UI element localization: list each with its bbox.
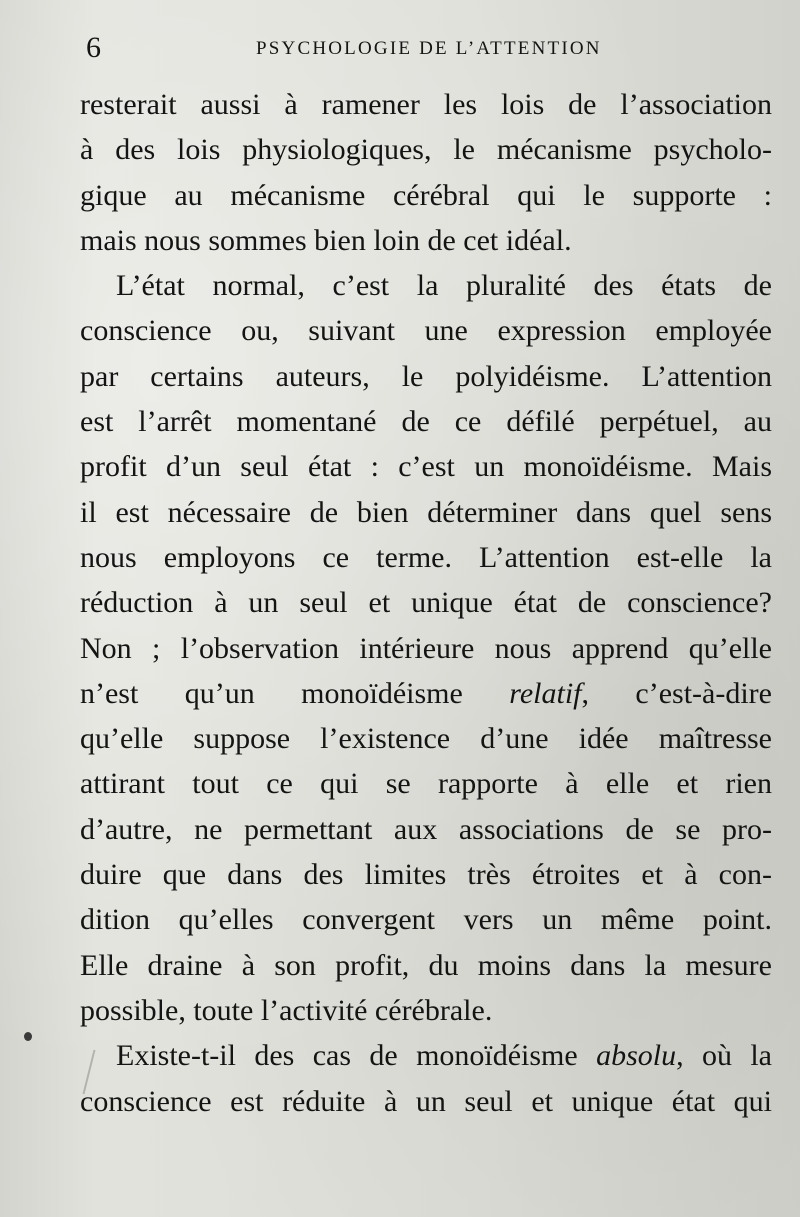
text-segment: Existe-t-il des cas de monoïdéisme — [116, 1039, 597, 1073]
text-line: resterait aussi à ramener les lois de l’association — [80, 88, 772, 121]
italic-term: relatif — [509, 676, 582, 710]
text-line: conscience ou, suivant une expression employée — [80, 314, 772, 348]
text-line: duire que dans des limites très étroites et à con- — [80, 858, 772, 892]
text-line: profit d’un seul état : c’est un monoïdéisme. Mais — [80, 450, 772, 484]
text-line: est l’arrêt momentané de ce défilé perpétuel, au — [80, 405, 772, 439]
text-line: par certains auteurs, le polyidéisme. L’attention — [80, 359, 772, 393]
running-head — [86, 30, 770, 66]
text-line: réduction à un seul et unique état de conscience? — [80, 586, 772, 620]
running-title: PSYCHOLOGIE DE L’ATTENTION — [256, 38, 602, 59]
text-line: possible, toute l’activité cérébrale. — [80, 993, 493, 1027]
text-segment: , où la — [676, 1039, 773, 1073]
body-text — [80, 82, 772, 1124]
text-segment: n’est qu’un monoïdéisme — [80, 676, 510, 710]
margin-ink-dot — [24, 1032, 32, 1041]
text-line — [80, 1033, 772, 1078]
text-line: attirant tout ce qui se rapporte à elle et rien — [80, 767, 772, 801]
text-line: L’état normal, c’est la pluralité des états de — [116, 269, 772, 303]
italic-term: absolu — [596, 1039, 677, 1073]
text-line: Non ; l’observation intérieure nous apprend qu’elle — [80, 631, 772, 665]
text-line: dition qu’elles convergent vers un même point. — [80, 903, 772, 937]
text-line: d’autre, ne permettant aux associations de se pro- — [80, 812, 772, 846]
text-line — [80, 671, 772, 716]
text-line: mais nous sommes bien loin de cet idéal. — [80, 223, 572, 257]
text-line: conscience est réduite à un seul et unique état qui — [80, 1084, 772, 1118]
text-segment: , c’est-à-dire — [581, 676, 772, 710]
text-line: il est nécessaire de bien déterminer dans quel sens — [80, 495, 772, 529]
text-line: gique au mécanisme cérébral qui le supporte : — [80, 178, 772, 212]
text-line: nous employons ce terme. L’attention est-elle la — [80, 540, 772, 574]
text-line: qu’elle suppose l’existence d’une idée maîtresse — [80, 722, 772, 756]
text-line: Elle draine à son profit, du moins dans la mesure — [80, 948, 772, 982]
text-line: à des lois physiologiques, le mécanisme psycholo- — [80, 133, 772, 167]
page-number: 6 — [86, 31, 101, 64]
